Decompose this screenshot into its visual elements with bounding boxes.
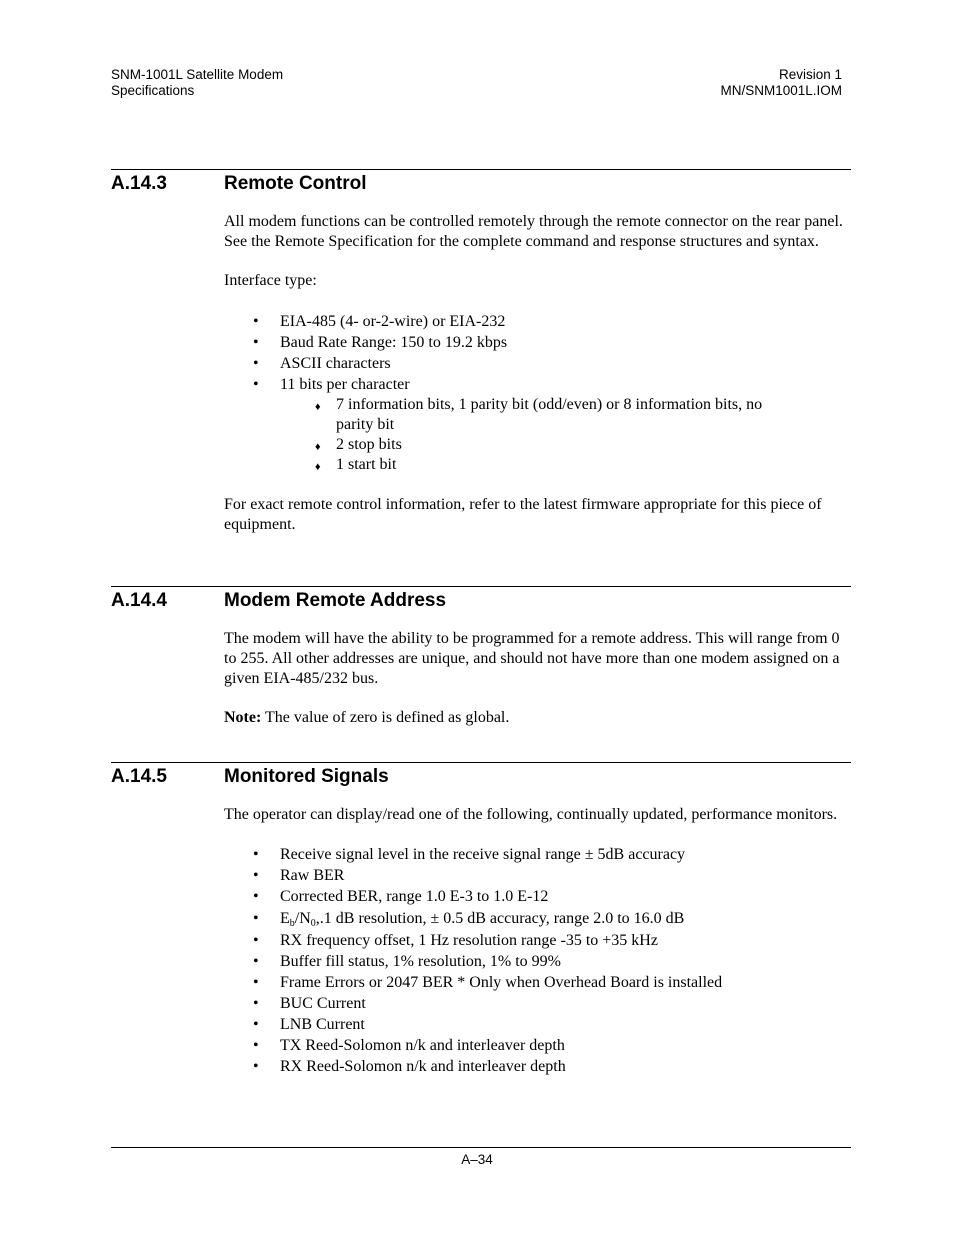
list-item: • Corrected BER, range 1.0 E-3 to 1.0 E-12 (253, 888, 549, 905)
section-body-monitored-signals (224, 805, 851, 1077)
section-number: A.14.5 (111, 766, 167, 787)
list-item: • RX frequency offset, 1 Hz resolution range -35 to +35 kHz (253, 932, 658, 949)
list-item: • ASCII characters (253, 355, 391, 372)
page-header-right (720, 67, 842, 99)
sub-bullet-list (224, 395, 851, 475)
section-number: A.14.3 (111, 173, 167, 194)
list-item: ♦ 7 information bits, 1 parity bit (odd/even) or 8 information bits, no parity bit (315, 396, 763, 433)
bullet-icon: • (253, 932, 259, 949)
bullet-icon: • (253, 953, 259, 970)
page-number: A–34 (461, 1152, 493, 1167)
page-header-left (111, 67, 283, 99)
section-title: Modem Remote Address (224, 590, 447, 611)
list-item: • Raw BER (253, 867, 345, 884)
footer-rule (111, 1147, 851, 1148)
bullet-icon: • (253, 313, 259, 330)
bullet-icon: • (253, 846, 259, 863)
bullet-icon: • (253, 910, 259, 927)
section-body-remote-address (224, 629, 851, 728)
paragraph: Interface type: (224, 272, 317, 289)
list-item: ♦ 2 stop bits (224, 435, 851, 455)
doc-number: MN/SNM1001L.IOM (720, 83, 842, 98)
section-title: Remote Control (224, 173, 367, 194)
bullet-icon: • (253, 995, 259, 1012)
doc-chapter: Specifications (111, 83, 195, 98)
bullet-icon: • (253, 355, 259, 372)
list-item: • RX Reed-Solomon n/k and interleaver depth (253, 1058, 566, 1075)
paragraph: The modem will have the ability to be programmed for a remote address. This will range from 0 to 255. All other addresses are unique, and should not have more than one modem assigned on a given EIA-485/232 bus. (224, 630, 840, 687)
paragraph: For exact remote control information, refer to the latest firmware appropriate for this piece of equipment. (224, 496, 822, 533)
section-number: A.14.4 (111, 590, 167, 611)
list-item: • $E_b/N_0,.1$ dB resolution, ± 0.5 dB accuracy, range 2.0 to 16.0 dB (224, 907, 851, 930)
diamond-icon: ♦ (315, 441, 321, 453)
list-item: • TX Reed-Solomon n/k and interleaver depth (253, 1037, 565, 1054)
list-item: • Frame Errors or 2047 BER * Only when Overhead Board is installed (253, 974, 723, 991)
bullet-list (224, 311, 851, 395)
section-rule (111, 762, 851, 763)
paragraph: All modem functions can be controlled remotely through the remote connector on the rear panel. See the Remote Specification for the complete command and response structures and syntax. (224, 213, 843, 250)
section-body-remote-control (224, 212, 851, 535)
bullet-list (224, 844, 851, 1077)
note-label: Note: (224, 709, 262, 726)
note (224, 708, 851, 728)
paragraph: The operator can display/read one of the following, continually updated, performance monitors. (224, 806, 838, 823)
bullet-icon: • (253, 888, 259, 905)
list-item: • Buffer fill status, 1% resolution, 1% to 99% (253, 953, 561, 970)
bullet-icon: • (253, 1037, 259, 1054)
bullet-icon: • (253, 334, 259, 351)
doc-title: SNM-1001L Satellite Modem (111, 67, 284, 82)
section-rule (111, 169, 851, 170)
list-item: • BUC Current (253, 995, 366, 1012)
diamond-icon: ♦ (315, 461, 321, 473)
list-item: • 11 bits per character (253, 376, 410, 393)
list-item: • Baud Rate Range: 150 to 19.2 kbps (253, 334, 508, 351)
list-item: • Receive signal level in the receive signal range ± 5dB accuracy (253, 846, 686, 863)
list-item: • EIA-485 (4- or-2-wire) or EIA-232 (253, 313, 506, 330)
bullet-icon: • (253, 1058, 259, 1075)
note-text: The value of zero is defined as global. (261, 709, 510, 726)
diamond-icon: ♦ (315, 401, 321, 413)
section-rule (111, 586, 851, 587)
section-title: Monitored Signals (224, 766, 389, 787)
bullet-icon: • (253, 1016, 259, 1033)
bullet-icon: • (253, 974, 259, 991)
list-item: • LNB Current (253, 1016, 365, 1033)
doc-revision: Revision 1 (778, 67, 842, 82)
list-item: ♦ 1 start bit (224, 455, 851, 475)
bullet-icon: • (253, 867, 259, 884)
bullet-icon: • (253, 376, 259, 393)
